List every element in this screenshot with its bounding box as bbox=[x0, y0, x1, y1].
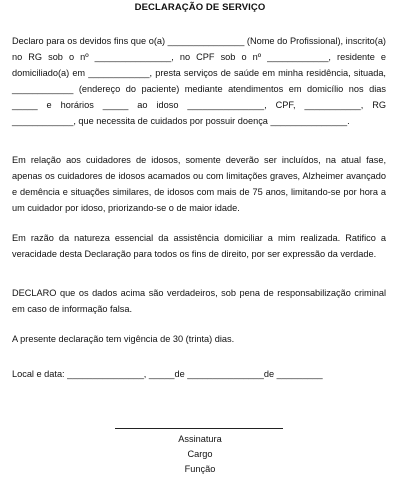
signature-block bbox=[0, 432, 400, 477]
signature-label: Assinatura bbox=[178, 434, 222, 444]
paragraph-place-date: Local e data: _______________, _____de _______________de _________ bbox=[12, 369, 323, 379]
paragraph-caregivers: Em relação aos cuidadores de idosos, somente deverão ser incluídos, na atual fase, apenas os cuidadores de idosos acamados ou com limitações graves, Alzheimer avançado e demência e situações similares, de idosos com mais de 75 anos, limitando-se por hora a um cuidador por idoso, priorizando-se o de maior idade. bbox=[12, 155, 389, 213]
signature-line bbox=[115, 428, 283, 429]
paragraph-declaration: DECLARO que os dados acima são verdadeiros, sob pena de responsabilização criminal em caso de informação falsa. bbox=[12, 288, 389, 314]
document-title: DECLARAÇÃO DE SERVIÇO bbox=[134, 2, 266, 13]
function-label: Função bbox=[184, 464, 216, 474]
paragraph-ratification: Em razão da natureza essencial da assistência domiciliar a mim realizada. Ratifico a veracidade desta Declaração para todos os fins de direito, por ser expressão da verdade. bbox=[12, 233, 389, 259]
paragraph-identification: Declaro para os devidos fins que o(a) _______________ (Nome do Profissional), inscrito(a) no RG sob o nº _______________, no CPF sob o nº ____________, residente e domiciliado(a) em ____________, presta serviços de saúde em minha residência, situada, ____________ (endereço do paciente) mediante atendimentos em domicílio nos dias _____ e horários _____ ao idoso _______________, CPF, ___________, RG ____________, que necessita de cuidados por possuir doença _______________. bbox=[12, 36, 389, 126]
position-label: Cargo bbox=[187, 449, 213, 459]
paragraph-validity: A presente declaração tem vigência de 30 (trinta) dias. bbox=[12, 334, 235, 344]
